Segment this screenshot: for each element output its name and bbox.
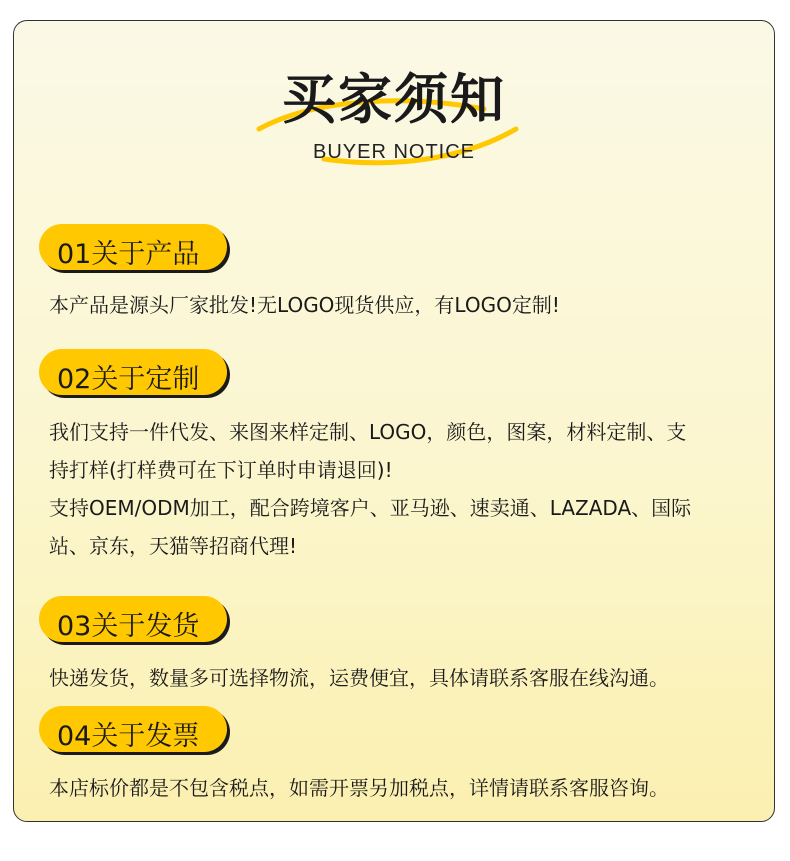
section-heading-invoice bbox=[39, 706, 227, 752]
title-block bbox=[14, 49, 774, 179]
section-text-shipping bbox=[49, 659, 754, 697]
text-line: 支持OEM/ODM加工，配合跨境客户、亚马逊、速卖通、LAZADA、国际 bbox=[49, 496, 692, 520]
section-heading-shipping bbox=[39, 596, 227, 642]
section-heading-label: 01关于产品 bbox=[57, 239, 200, 270]
text-line: 本店标价都是不包含税点，如需开票另加税点，详情请联系客服咨询。 bbox=[49, 776, 669, 800]
section-heading-product bbox=[39, 224, 227, 270]
text-line: 持打样(打样费可在下订单时申请退回)! bbox=[49, 458, 393, 482]
text-line: 本产品是源头厂家批发!无LOGO现货供应，有LOGO定制! bbox=[49, 293, 560, 317]
text-line: 站、京东，天猫等招商代理! bbox=[49, 534, 298, 558]
page-subtitle: BUYER NOTICE bbox=[312, 141, 476, 163]
text-line: 快递发货，数量多可选择物流，运费便宜，具体请联系客服在线沟通。 bbox=[49, 666, 669, 690]
section-heading-custom bbox=[39, 349, 227, 395]
page-title: 买家须知 bbox=[282, 68, 506, 131]
section-text-custom bbox=[49, 413, 754, 565]
text-line: 我们支持一件代发、来图来样定制、LOGO，颜色，图案，材料定制、支 bbox=[49, 420, 687, 444]
section-heading-label: 03关于发货 bbox=[57, 611, 200, 642]
section-heading-label: 02关于定制 bbox=[57, 364, 200, 395]
buyer-notice-card bbox=[13, 20, 775, 822]
section-heading-label: 04关于发票 bbox=[57, 721, 200, 752]
section-text-invoice bbox=[49, 769, 754, 807]
section-text-product bbox=[49, 286, 754, 324]
